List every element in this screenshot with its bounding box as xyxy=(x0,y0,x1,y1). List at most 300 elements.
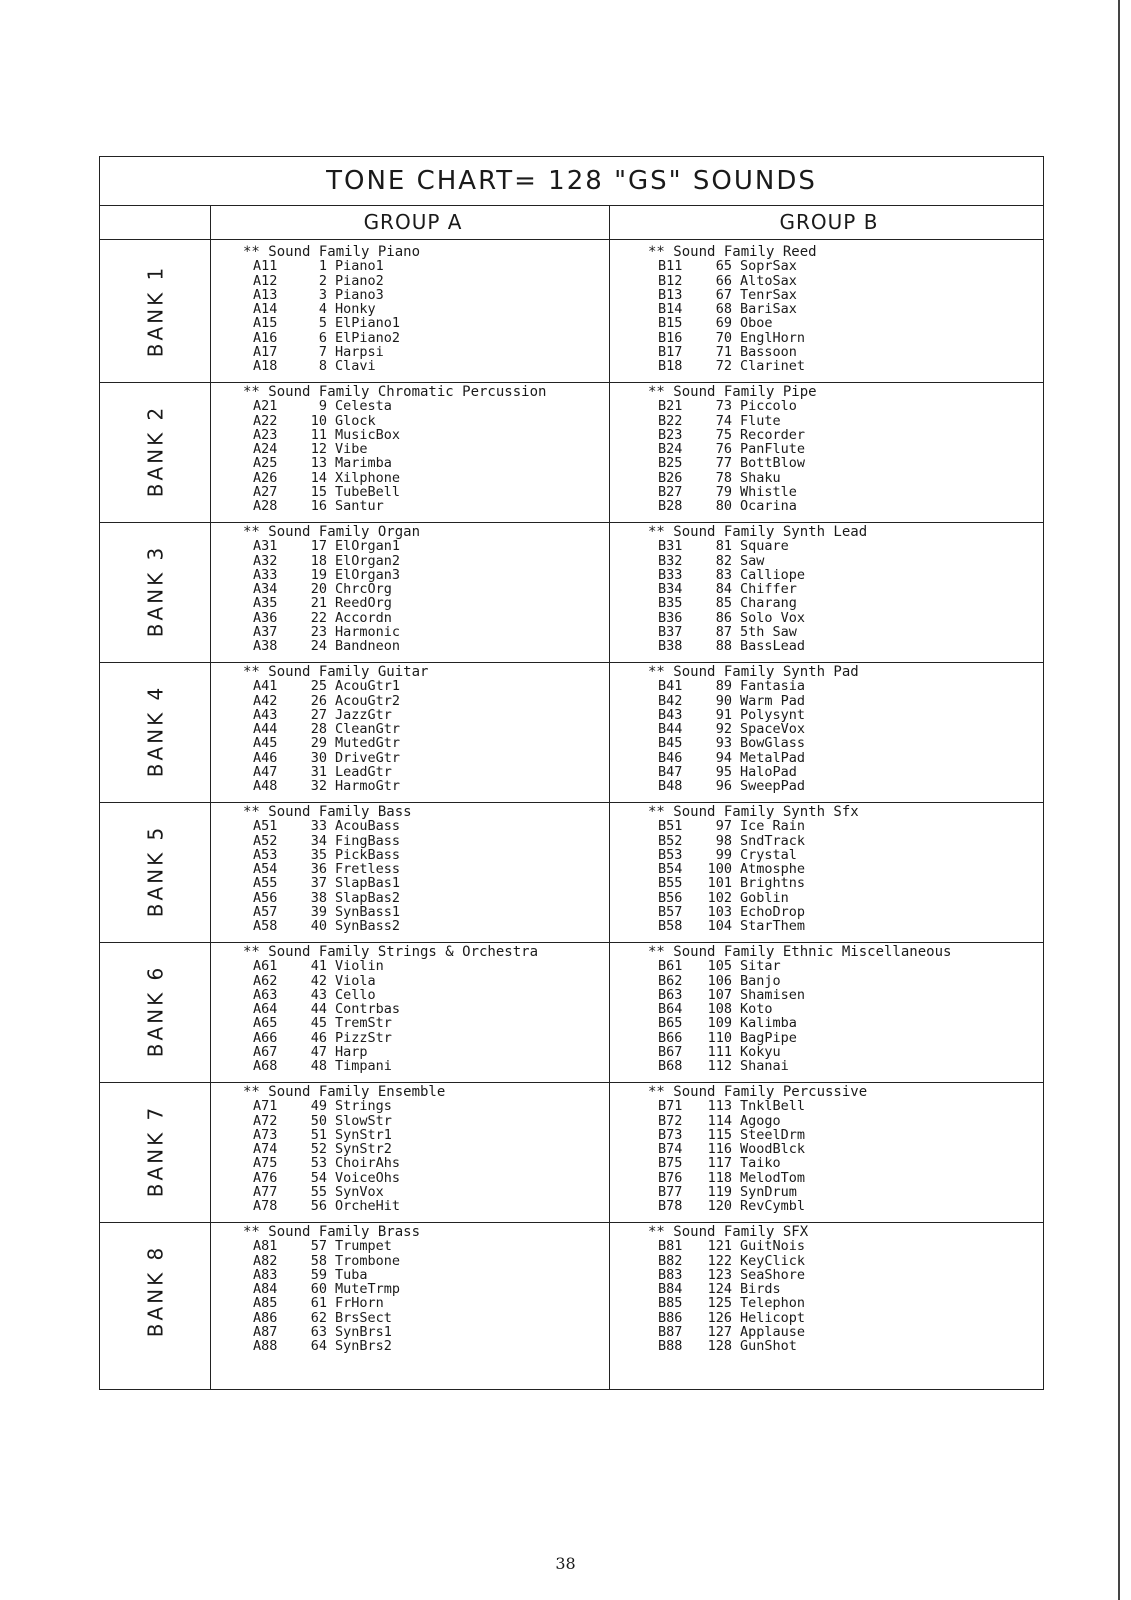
tone-number: 85 xyxy=(715,595,732,612)
tone-code: B78 xyxy=(658,1198,683,1215)
tone-number: 16 xyxy=(310,498,327,515)
tone-code: B14 xyxy=(658,301,683,318)
tone-number: 92 xyxy=(715,721,732,738)
tone-entry xyxy=(648,765,859,779)
tone-number: 82 xyxy=(715,552,732,569)
tone-number: 51 xyxy=(310,1126,327,1143)
tone-name: Viola xyxy=(335,972,376,989)
tone-number: 43 xyxy=(310,986,327,1003)
tone-entry xyxy=(243,779,428,793)
tone-number: 123 xyxy=(707,1266,732,1283)
tone-name: Solo Vox xyxy=(740,609,806,626)
tone-entry xyxy=(648,848,859,862)
tone-number: 22 xyxy=(310,609,327,626)
tone-entry xyxy=(648,1185,867,1199)
tone-code: A34 xyxy=(253,581,278,598)
tone-number: 8 xyxy=(318,358,327,375)
tone-entry xyxy=(243,625,420,639)
tone-entry xyxy=(243,905,412,919)
tone-name: Tuba xyxy=(335,1266,368,1283)
tone-code: A23 xyxy=(253,426,278,443)
group-a-list xyxy=(243,665,428,794)
tone-entry xyxy=(243,1099,445,1113)
tone-name: ElOrgan3 xyxy=(335,566,401,583)
tone-entry xyxy=(243,876,412,890)
tone-number: 35 xyxy=(310,846,327,863)
tone-name: BagPipe xyxy=(740,1029,797,1046)
tone-name: Goblin xyxy=(740,889,789,906)
tone-entry xyxy=(243,414,546,428)
tone-entry xyxy=(243,442,546,456)
tone-code: A44 xyxy=(253,721,278,738)
tone-name: KeyClick xyxy=(740,1252,806,1269)
tone-entry xyxy=(648,1254,808,1268)
tone-number: 13 xyxy=(310,455,327,472)
tone-code: A21 xyxy=(253,398,278,415)
tone-name: TenrSax xyxy=(740,286,797,303)
tone-number: 30 xyxy=(310,749,327,766)
tone-code: B34 xyxy=(658,581,683,598)
tone-number: 78 xyxy=(715,469,732,486)
tone-number: 120 xyxy=(707,1198,732,1215)
tone-code: B48 xyxy=(658,778,683,795)
tone-entry xyxy=(648,485,817,499)
tone-number: 121 xyxy=(707,1238,732,1255)
tone-name: Square xyxy=(740,538,789,555)
tone-name: EchoDrop xyxy=(740,904,806,921)
tone-code: A72 xyxy=(253,1112,278,1129)
bank-label-text: BANK 5 xyxy=(143,824,168,917)
tone-number: 71 xyxy=(715,344,732,361)
tone-number: 95 xyxy=(715,764,732,781)
margin-rule xyxy=(1118,0,1120,1600)
tone-name: TubeBell xyxy=(335,484,401,501)
tone-code: B47 xyxy=(658,764,683,781)
tone-name: TnklBell xyxy=(740,1098,806,1115)
tone-number: 44 xyxy=(310,1001,327,1018)
tone-name: Flute xyxy=(740,412,781,429)
tone-entry xyxy=(648,302,817,316)
tone-number: 59 xyxy=(310,1266,327,1283)
tone-code: A81 xyxy=(253,1238,278,1255)
tone-code: B18 xyxy=(658,358,683,375)
tone-code: B61 xyxy=(658,958,683,975)
tone-entry xyxy=(648,959,951,973)
tone-code: A42 xyxy=(253,692,278,709)
tone-number: 48 xyxy=(310,1058,327,1075)
tone-name: Xilphone xyxy=(335,469,401,486)
family-heading: ** Sound Family SFX xyxy=(648,1224,809,1240)
tone-name: MelodTom xyxy=(740,1169,806,1186)
tone-entry xyxy=(243,554,420,568)
bank-label xyxy=(100,239,211,382)
tone-number: 52 xyxy=(310,1141,327,1158)
group-b-list xyxy=(648,665,859,794)
tone-entry xyxy=(648,694,859,708)
tone-code: A11 xyxy=(253,258,278,275)
tone-entry xyxy=(243,596,420,610)
tone-code: B28 xyxy=(658,498,683,515)
tone-number: 124 xyxy=(707,1281,732,1298)
tone-entry xyxy=(648,736,859,750)
tone-code: B15 xyxy=(658,315,683,332)
tone-code: B22 xyxy=(658,412,683,429)
tone-name: Atmosphe xyxy=(740,861,806,878)
tone-name: EnglHorn xyxy=(740,329,806,346)
tone-entry xyxy=(243,1156,445,1170)
tone-entry xyxy=(648,919,859,933)
tone-code: A45 xyxy=(253,735,278,752)
tone-number: 84 xyxy=(715,581,732,598)
tone-entry xyxy=(243,974,538,988)
tone-name: Koto xyxy=(740,1001,773,1018)
bank-label xyxy=(100,379,211,522)
group-b-list xyxy=(648,245,817,374)
tone-number: 4 xyxy=(318,301,327,318)
page-number: 38 xyxy=(555,1554,576,1573)
tone-entry xyxy=(648,1156,867,1170)
tone-code: B44 xyxy=(658,721,683,738)
tone-entry xyxy=(648,1311,808,1325)
bank-row xyxy=(100,659,1043,803)
tone-entry xyxy=(648,1031,951,1045)
tone-code: A31 xyxy=(253,538,278,555)
chart-title: TONE CHART= 128 "GS" SOUNDS xyxy=(100,157,1043,206)
tone-entry xyxy=(648,1268,808,1282)
group-a-list xyxy=(243,1085,445,1214)
group-header-row xyxy=(100,205,1043,240)
tone-number: 79 xyxy=(715,484,732,501)
tone-code: B72 xyxy=(658,1112,683,1129)
family-heading: ** Sound Family Chromatic Percussion xyxy=(243,384,547,400)
tone-code: A17 xyxy=(253,344,278,361)
tone-number: 21 xyxy=(310,595,327,612)
family-heading: ** Sound Family Piano xyxy=(243,244,421,260)
tone-entry xyxy=(243,316,420,330)
tone-code: B43 xyxy=(658,706,683,723)
tone-number: 41 xyxy=(310,958,327,975)
tone-name: Vibe xyxy=(335,441,368,458)
tone-name: BrsSect xyxy=(335,1309,392,1326)
tone-number: 23 xyxy=(310,624,327,641)
tone-name: AcouGtr1 xyxy=(335,678,401,695)
tone-entry xyxy=(648,428,817,442)
tone-code: A47 xyxy=(253,764,278,781)
tone-name: FingBass xyxy=(335,832,401,849)
tone-name: Santur xyxy=(335,498,384,515)
tone-code: A24 xyxy=(253,441,278,458)
tone-code: A35 xyxy=(253,595,278,612)
tone-number: 53 xyxy=(310,1155,327,1172)
tone-entry xyxy=(243,959,538,973)
tone-code: A55 xyxy=(253,875,278,892)
tone-code: B81 xyxy=(658,1238,683,1255)
tone-number: 32 xyxy=(310,778,327,795)
tone-entry xyxy=(648,876,859,890)
tone-number: 118 xyxy=(707,1169,732,1186)
tone-entry xyxy=(648,345,817,359)
tone-entry xyxy=(648,1339,808,1353)
tone-name: BowGlass xyxy=(740,735,806,752)
tone-name: Harp xyxy=(335,1044,368,1061)
bank-label xyxy=(100,1079,211,1222)
tone-number: 72 xyxy=(715,358,732,375)
tone-name: Shanai xyxy=(740,1058,789,1075)
tone-number: 27 xyxy=(310,706,327,723)
tone-name: Taiko xyxy=(740,1155,781,1172)
tone-code: B65 xyxy=(658,1015,683,1032)
tone-name: Crystal xyxy=(740,846,797,863)
tone-code: B51 xyxy=(658,818,683,835)
tone-entry xyxy=(243,639,420,653)
tone-name: Birds xyxy=(740,1281,781,1298)
tone-entry xyxy=(243,751,428,765)
tone-number: 77 xyxy=(715,455,732,472)
tone-code: B87 xyxy=(658,1324,683,1341)
tone-code: B12 xyxy=(658,272,683,289)
tone-entry xyxy=(648,442,817,456)
tone-code: B45 xyxy=(658,735,683,752)
tone-number: 127 xyxy=(707,1324,732,1341)
tone-name: CleanGtr xyxy=(335,721,401,738)
tone-number: 1 xyxy=(318,258,327,275)
tone-number: 10 xyxy=(310,412,327,429)
group-a-list xyxy=(243,245,420,374)
tone-code: B26 xyxy=(658,469,683,486)
tone-code: A83 xyxy=(253,1266,278,1283)
family-heading: ** Sound Family Synth Lead xyxy=(648,524,868,540)
tone-number: 6 xyxy=(318,329,327,346)
tone-name: ElPiano2 xyxy=(335,329,401,346)
bank-label-text: BANK 2 xyxy=(143,404,168,497)
tone-code: A82 xyxy=(253,1252,278,1269)
tone-entry xyxy=(243,539,420,553)
tone-code: B62 xyxy=(658,972,683,989)
bank-label-text: BANK 4 xyxy=(143,684,168,777)
tone-number: 19 xyxy=(310,566,327,583)
tone-code: A41 xyxy=(253,678,278,695)
tone-entry xyxy=(648,1002,951,1016)
group-a-list xyxy=(243,945,538,1074)
tone-code: B32 xyxy=(658,552,683,569)
tone-name: Harmonic xyxy=(335,624,401,641)
tone-name: HarmoGtr xyxy=(335,778,401,795)
tone-name: Whistle xyxy=(740,484,797,501)
tone-code: A86 xyxy=(253,1309,278,1326)
family-heading: ** Sound Family Brass xyxy=(243,1224,421,1240)
tone-number: 55 xyxy=(310,1184,327,1201)
tone-code: A28 xyxy=(253,498,278,515)
tone-number: 34 xyxy=(310,832,327,849)
tone-number: 126 xyxy=(707,1309,732,1326)
tone-number: 116 xyxy=(707,1141,732,1158)
tone-name: SlapBas1 xyxy=(335,875,401,892)
tone-code: A76 xyxy=(253,1169,278,1186)
tone-name: SlapBas2 xyxy=(335,889,401,906)
tone-entry xyxy=(648,1171,867,1185)
tone-name: Kalimba xyxy=(740,1015,797,1032)
tone-code: A74 xyxy=(253,1141,278,1158)
tone-entry xyxy=(648,1296,808,1310)
group-b-list xyxy=(648,945,951,1074)
tone-entry xyxy=(648,708,859,722)
tone-name: SynVox xyxy=(335,1184,384,1201)
tone-entry xyxy=(243,722,428,736)
tone-number: 86 xyxy=(715,609,732,626)
tone-number: 47 xyxy=(310,1044,327,1061)
tone-code: A56 xyxy=(253,889,278,906)
tone-entry xyxy=(243,1339,420,1353)
tone-number: 12 xyxy=(310,441,327,458)
tone-name: AcouBass xyxy=(335,818,401,835)
group-a-header: GROUP A xyxy=(363,210,463,234)
bank-label-text: BANK 3 xyxy=(143,544,168,637)
tone-name: Oboe xyxy=(740,315,773,332)
tone-entry xyxy=(648,568,867,582)
tone-name: RevCymbl xyxy=(740,1198,806,1215)
tone-name: Charang xyxy=(740,595,797,612)
tone-code: B17 xyxy=(658,344,683,361)
tone-number: 7 xyxy=(318,344,327,361)
tone-name: Warm Pad xyxy=(740,692,806,709)
tone-number: 9 xyxy=(318,398,327,415)
tone-number: 26 xyxy=(310,692,327,709)
tone-code: B77 xyxy=(658,1184,683,1201)
tone-name: MuteTrmp xyxy=(335,1281,401,1298)
tone-code: A61 xyxy=(253,958,278,975)
tone-code: A18 xyxy=(253,358,278,375)
tone-entry xyxy=(243,819,412,833)
tone-number: 15 xyxy=(310,484,327,501)
tone-code: B73 xyxy=(658,1126,683,1143)
tone-code: B42 xyxy=(658,692,683,709)
tone-code: A43 xyxy=(253,706,278,723)
tone-name: SynStr1 xyxy=(335,1126,392,1143)
tone-name: 5th Saw xyxy=(740,624,797,641)
tone-code: A65 xyxy=(253,1015,278,1032)
tone-entry xyxy=(648,1114,867,1128)
tone-entry xyxy=(648,274,817,288)
bank-label xyxy=(100,659,211,802)
tone-name: Piano2 xyxy=(335,272,384,289)
bank-label-text: BANK 6 xyxy=(143,964,168,1057)
tone-code: A88 xyxy=(253,1338,278,1355)
tone-number: 65 xyxy=(715,258,732,275)
tone-number: 18 xyxy=(310,552,327,569)
tone-entry xyxy=(648,1059,951,1073)
tone-entry xyxy=(243,274,420,288)
tone-name: Timpani xyxy=(335,1058,392,1075)
tone-entry xyxy=(243,582,420,596)
tone-code: A27 xyxy=(253,484,278,501)
tone-number: 114 xyxy=(707,1112,732,1129)
tone-number: 99 xyxy=(715,846,732,863)
tone-entry xyxy=(243,288,420,302)
tone-number: 83 xyxy=(715,566,732,583)
tone-number: 24 xyxy=(310,638,327,655)
tone-name: Recorder xyxy=(740,426,806,443)
tone-code: A38 xyxy=(253,638,278,655)
tone-entry xyxy=(243,485,546,499)
tone-entry xyxy=(243,456,546,470)
tone-code: B63 xyxy=(658,986,683,1003)
tone-entry xyxy=(243,471,546,485)
bank-row xyxy=(100,1219,1043,1362)
tone-number: 106 xyxy=(707,972,732,989)
family-heading: ** Sound Family Ensemble xyxy=(243,1084,446,1100)
tone-code: B88 xyxy=(658,1338,683,1355)
tone-code: B52 xyxy=(658,832,683,849)
tone-code: A25 xyxy=(253,455,278,472)
tone-name: Sitar xyxy=(740,958,781,975)
tone-number: 115 xyxy=(707,1126,732,1143)
tone-entry xyxy=(648,316,817,330)
tone-number: 46 xyxy=(310,1029,327,1046)
tone-number: 62 xyxy=(310,1309,327,1326)
tone-name: Helicopt xyxy=(740,1309,806,1326)
tone-number: 14 xyxy=(310,469,327,486)
tone-entry xyxy=(243,1016,538,1030)
tone-code: A71 xyxy=(253,1098,278,1115)
tone-code: B38 xyxy=(658,638,683,655)
tone-code: B23 xyxy=(658,426,683,443)
tone-code: B58 xyxy=(658,918,683,935)
tone-entry xyxy=(648,905,859,919)
tone-entry xyxy=(243,1325,420,1339)
tone-number: 107 xyxy=(707,986,732,1003)
tone-entry xyxy=(648,1099,867,1113)
tone-entry xyxy=(648,625,867,639)
tone-number: 81 xyxy=(715,538,732,555)
tone-name: Ocarina xyxy=(740,498,797,515)
bank-row xyxy=(100,799,1043,943)
tone-code: B27 xyxy=(658,484,683,501)
tone-code: B41 xyxy=(658,678,683,695)
tone-code: A16 xyxy=(253,329,278,346)
tone-code: B21 xyxy=(658,398,683,415)
tone-number: 76 xyxy=(715,441,732,458)
tone-entry xyxy=(243,834,412,848)
tone-name: DriveGtr xyxy=(335,749,401,766)
tone-name: PizzStr xyxy=(335,1029,392,1046)
tone-code: A22 xyxy=(253,412,278,429)
family-heading: ** Sound Family Ethnic Miscellaneous xyxy=(648,944,952,960)
tone-number: 74 xyxy=(715,412,732,429)
tone-number: 63 xyxy=(310,1324,327,1341)
tone-number: 39 xyxy=(310,904,327,921)
tone-code: A67 xyxy=(253,1044,278,1061)
tone-entry xyxy=(243,765,428,779)
tone-number: 66 xyxy=(715,272,732,289)
tone-entry xyxy=(648,751,859,765)
tone-entry xyxy=(243,694,428,708)
tone-name: BassLead xyxy=(740,638,806,655)
tone-number: 97 xyxy=(715,818,732,835)
tone-name: SeaShore xyxy=(740,1266,806,1283)
family-heading: ** Sound Family Reed xyxy=(648,244,817,260)
tone-name: Harpsi xyxy=(335,344,384,361)
tone-entry xyxy=(648,582,867,596)
tone-name: Bassoon xyxy=(740,344,797,361)
tone-number: 75 xyxy=(715,426,732,443)
tone-name: SynBrs2 xyxy=(335,1338,392,1355)
family-heading: ** Sound Family Organ xyxy=(243,524,421,540)
tone-code: B84 xyxy=(658,1281,683,1298)
tone-number: 61 xyxy=(310,1295,327,1312)
tone-entry xyxy=(243,331,420,345)
tone-name: Piano1 xyxy=(335,258,384,275)
tone-number: 89 xyxy=(715,678,732,695)
